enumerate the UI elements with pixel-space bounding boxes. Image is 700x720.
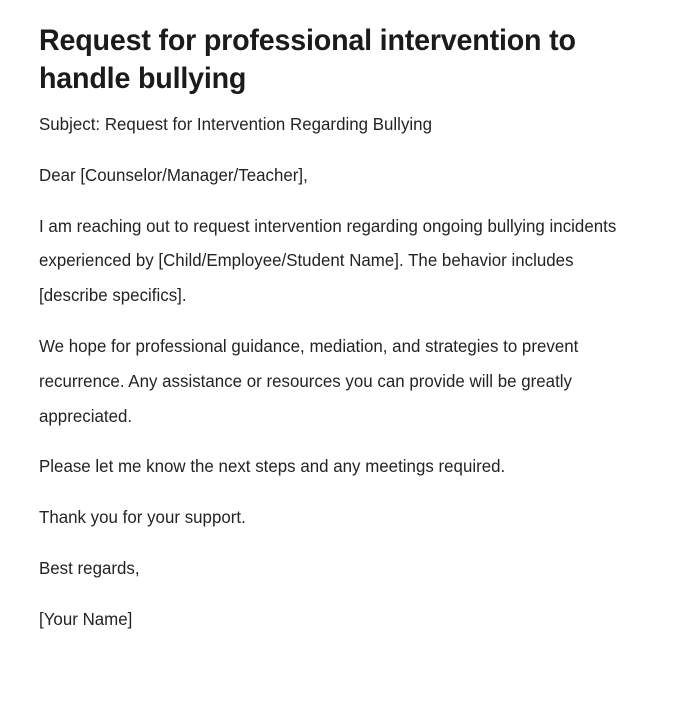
paragraph-body-1: I am reaching out to request intervention regarding ongoing bullying incidents experienced by [Child/Employee/Student Name]. The behavior includes [describe specifics].	[39, 215, 617, 306]
document-body	[39, 107, 660, 637]
paragraph-next-steps: Please let me know the next steps and any meetings required.	[39, 456, 506, 477]
paragraph-signature: [Your Name]	[39, 608, 133, 629]
paragraph-thanks: Thank you for your support.	[39, 507, 246, 528]
paragraph-body-2: We hope for professional guidance, mediation, and strategies to prevent recurrence. Any assistance or resources you can provide will be greatly appreciated.	[39, 335, 579, 426]
page-title: Request for professional intervention to handle bullying	[39, 24, 576, 95]
paragraph-salutation: Dear [Counselor/Manager/Teacher],	[39, 164, 308, 185]
paragraph-subject: Subject: Request for Intervention Regarding Bullying	[39, 114, 432, 134]
paragraph-closing: Best regards,	[39, 557, 140, 578]
